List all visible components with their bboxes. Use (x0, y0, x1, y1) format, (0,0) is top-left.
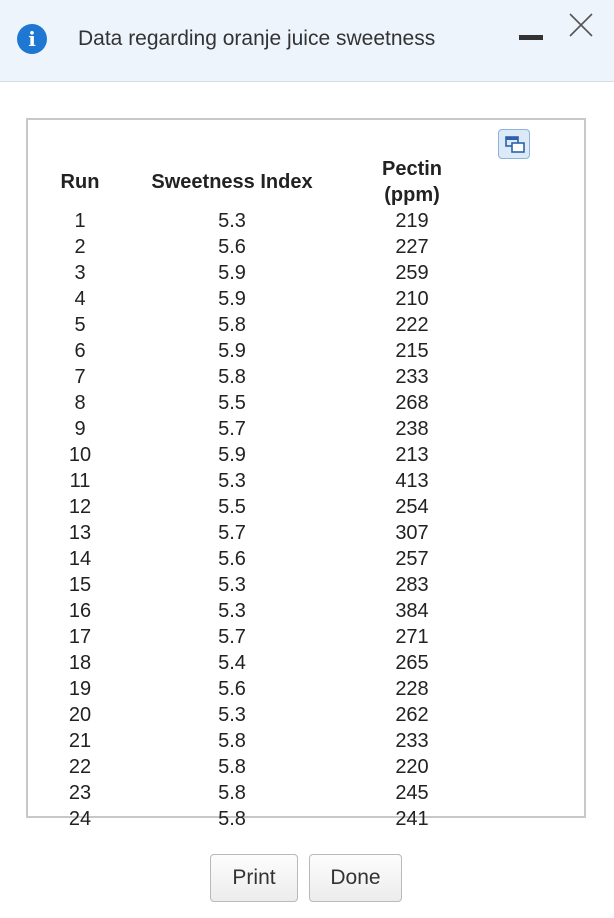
cell-pectin: 257 (395, 548, 429, 570)
cell-sweetness-index: 5.8 (218, 314, 246, 336)
cell-sweetness-index: 5.9 (218, 444, 246, 466)
cell-pectin: 262 (395, 704, 429, 726)
cell-run: 3 (74, 262, 86, 284)
cell-pectin: 228 (395, 678, 429, 700)
header-pectin: Pectin (ppm) (381, 158, 443, 206)
cell-sweetness-index: 5.7 (218, 522, 246, 544)
cell-run: 20 (68, 704, 92, 726)
cell-run: 10 (68, 444, 92, 466)
cell-run: 14 (68, 548, 92, 570)
cell-pectin: 210 (395, 288, 429, 310)
cell-run: 7 (74, 366, 86, 388)
cell-pectin: 413 (395, 470, 429, 492)
cell-run: 2 (74, 236, 86, 258)
cell-sweetness-index: 5.9 (218, 262, 246, 284)
cell-run: 18 (68, 652, 92, 674)
data-table (48, 156, 472, 832)
table-row (48, 208, 472, 234)
table-row (48, 546, 472, 572)
table-row (48, 338, 472, 364)
cell-run: 23 (68, 782, 92, 804)
cell-pectin: 238 (395, 418, 429, 440)
table-row (48, 390, 472, 416)
table-row (48, 286, 472, 312)
cell-pectin: 220 (395, 756, 429, 778)
table-row (48, 312, 472, 338)
cell-pectin: 307 (395, 522, 429, 544)
close-x-glyph (566, 10, 596, 40)
cell-run: 19 (68, 678, 92, 700)
cell-sweetness-index: 5.6 (218, 236, 246, 258)
table-row (48, 728, 472, 754)
table-row (48, 442, 472, 468)
cell-sweetness-index: 5.8 (218, 782, 246, 804)
table-row (48, 364, 472, 390)
cell-sweetness-index: 5.7 (218, 626, 246, 648)
cell-sweetness-index: 5.3 (218, 470, 246, 492)
cell-run: 4 (74, 288, 86, 310)
cell-run: 1 (74, 210, 86, 232)
cell-sweetness-index: 5.8 (218, 730, 246, 752)
cell-run: 12 (68, 496, 92, 518)
header-sweetness-index: Sweetness Index (151, 171, 313, 193)
table-row (48, 780, 472, 806)
cell-pectin: 213 (395, 444, 429, 466)
cell-sweetness-index: 5.9 (218, 340, 246, 362)
dialog-titlebar (0, 0, 614, 82)
copy-glyph (505, 136, 525, 154)
cell-sweetness-index: 5.7 (218, 418, 246, 440)
table-row (48, 416, 472, 442)
cell-sweetness-index: 5.9 (218, 288, 246, 310)
cell-pectin: 241 (395, 808, 429, 830)
info-icon: i (17, 24, 47, 54)
done-button[interactable]: Done (309, 854, 402, 902)
cell-run: 9 (74, 418, 86, 440)
cell-sweetness-index: 5.8 (218, 366, 246, 388)
cell-run: 13 (68, 522, 92, 544)
cell-pectin: 219 (395, 210, 429, 232)
table-row (48, 598, 472, 624)
cell-run: 16 (68, 600, 92, 622)
cell-pectin: 233 (395, 730, 429, 752)
table-header-row (48, 156, 472, 208)
cell-sweetness-index: 5.5 (218, 496, 246, 518)
cell-sweetness-index: 5.3 (218, 704, 246, 726)
cell-sweetness-index: 5.3 (218, 574, 246, 596)
cell-sweetness-index: 5.5 (218, 392, 246, 414)
cell-sweetness-index: 5.6 (218, 548, 246, 570)
table-row (48, 702, 472, 728)
cell-pectin: 259 (395, 262, 429, 284)
cell-pectin: 254 (395, 496, 429, 518)
cell-pectin: 215 (395, 340, 429, 362)
cell-sweetness-index: 5.8 (218, 808, 246, 830)
table-row (48, 806, 472, 832)
close-icon[interactable] (566, 10, 596, 40)
cell-sweetness-index: 5.4 (218, 652, 246, 674)
table-row (48, 234, 472, 260)
cell-pectin: 233 (395, 366, 429, 388)
cell-pectin: 268 (395, 392, 429, 414)
table-row (48, 572, 472, 598)
cell-run: 8 (74, 392, 86, 414)
cell-sweetness-index: 5.8 (218, 756, 246, 778)
table-row (48, 754, 472, 780)
copy-to-clipboard-icon[interactable] (498, 129, 530, 159)
cell-pectin: 283 (395, 574, 429, 596)
cell-pectin: 384 (395, 600, 429, 622)
print-button[interactable]: Print (210, 854, 298, 902)
dialog-title: Data regarding oranje juice sweetness (78, 27, 436, 50)
cell-sweetness-index: 5.3 (218, 600, 246, 622)
cell-run: 21 (68, 730, 92, 752)
cell-run: 6 (74, 340, 86, 362)
table-row (48, 650, 472, 676)
table-row (48, 260, 472, 286)
cell-pectin: 265 (395, 652, 429, 674)
cell-sweetness-index: 5.3 (218, 210, 246, 232)
header-run: Run (60, 171, 100, 193)
table-row (48, 676, 472, 702)
cell-run: 17 (68, 626, 92, 648)
cell-run: 11 (69, 470, 91, 492)
table-body (48, 208, 472, 832)
table-row (48, 468, 472, 494)
minimize-icon[interactable] (519, 24, 543, 42)
cell-run: 24 (68, 808, 92, 830)
table-row (48, 520, 472, 546)
table-row (48, 624, 472, 650)
cell-run: 22 (68, 756, 92, 778)
cell-sweetness-index: 5.6 (218, 678, 246, 700)
cell-run: 15 (68, 574, 92, 596)
cell-pectin: 245 (395, 782, 429, 804)
cell-pectin: 227 (395, 236, 429, 258)
cell-pectin: 271 (395, 626, 429, 648)
cell-pectin: 222 (395, 314, 429, 336)
table-row (48, 494, 472, 520)
cell-run: 5 (74, 314, 86, 336)
